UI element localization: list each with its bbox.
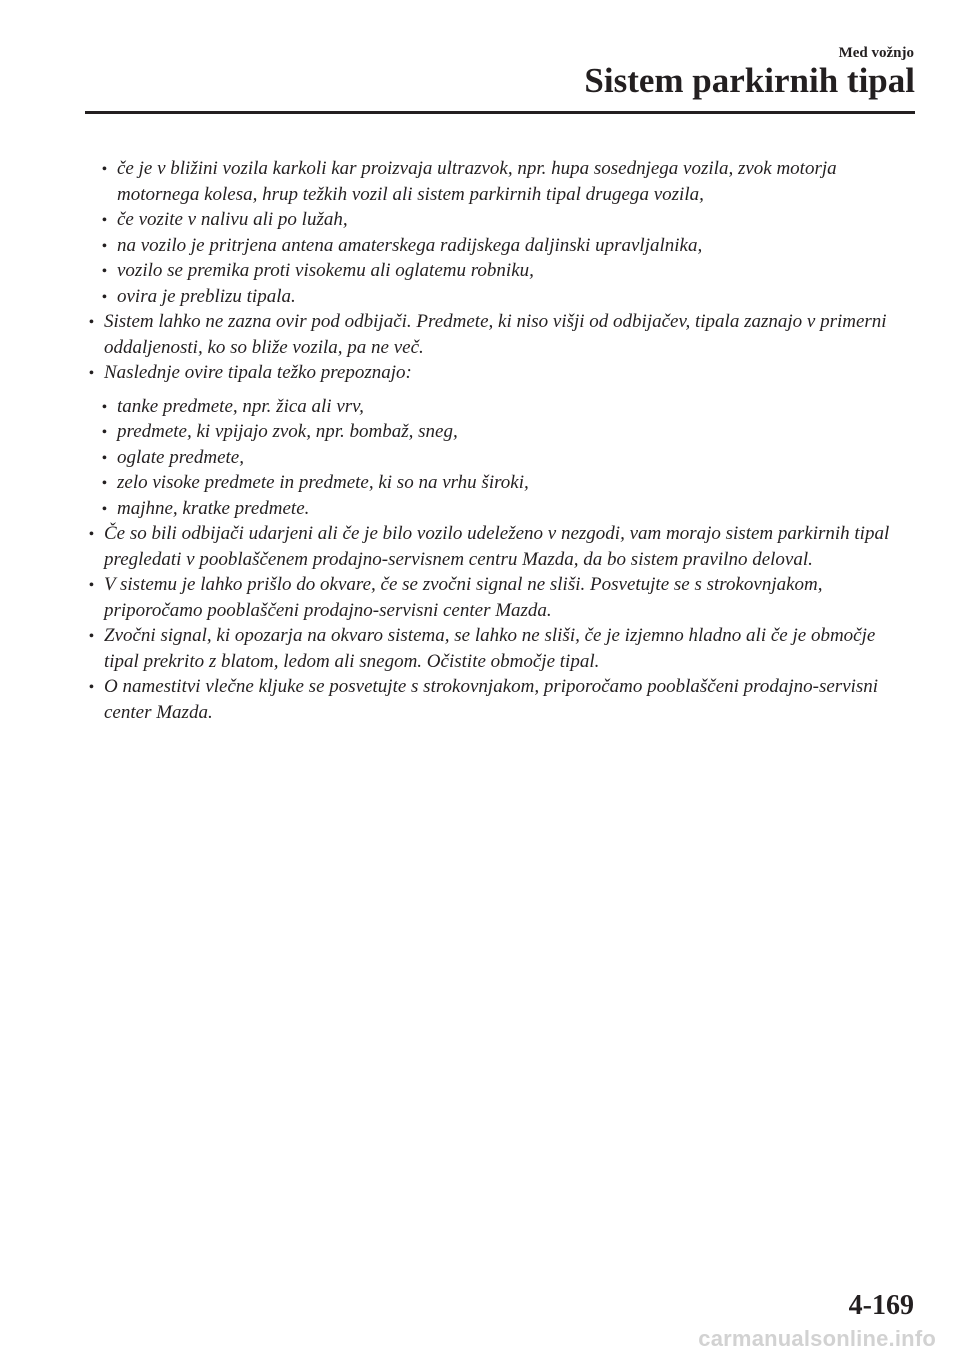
- bullet-icon: •: [102, 399, 107, 415]
- list-item: [0, 284, 907, 310]
- list-item: [0, 419, 907, 445]
- bullet-icon: •: [89, 680, 94, 695]
- bullet-icon: •: [89, 366, 94, 381]
- list-item: [0, 233, 907, 259]
- bullet-icon: •: [102, 450, 107, 466]
- list-item-text: Zvočni signal, ki opozarja na okvaro sistema, se lahko ne sliši, če je izjemno hladno ali če je območje tipal prekrito z blatom, ledom ali snegom. Očistite območje tipal.: [104, 625, 876, 672]
- bullet-icon: •: [102, 162, 107, 177]
- list-item: [0, 156, 907, 207]
- bullet-icon: •: [102, 213, 107, 228]
- list-item: [0, 394, 907, 420]
- bullet-icon: •: [102, 264, 107, 279]
- bullet-icon: •: [89, 578, 94, 593]
- bullet-list: [0, 156, 960, 725]
- list-item-text: če vozite v nalivu ali po lužah,: [117, 209, 348, 230]
- header-divider: [85, 111, 915, 114]
- bullet-icon: •: [102, 425, 107, 440]
- list-item: [0, 309, 914, 360]
- bullet-icon: •: [89, 315, 94, 330]
- page-number: 4-169: [848, 1290, 914, 1321]
- list-item: [0, 360, 914, 386]
- list-item-text: predmete, ki vpijajo zvok, npr. bombaž, sneg,: [117, 421, 458, 442]
- list-item-text: oglate predmete,: [117, 446, 244, 468]
- list-item: [0, 207, 907, 233]
- list-item-text: Če so bili odbijači udarjeni ali če je bilo vozilo udeleženo v nezgodi, vam morajo sistem parkirnih tipal pregledati v pooblaščenem prodajno-servisnem centru Mazda, da bo sistem pravilno deloval.: [104, 523, 890, 570]
- list-item-text: ovira je preblizu tipala.: [117, 285, 296, 307]
- list-item: [0, 496, 907, 522]
- list-item: [0, 470, 907, 496]
- list-item-text: na vozilo je pritrjena antena amaterskega radijskega daljinski upravljalnika,: [117, 234, 703, 256]
- bullet-icon: •: [89, 527, 94, 542]
- bullet-icon: •: [102, 238, 107, 254]
- list-item: [0, 572, 914, 623]
- bullet-icon: •: [89, 629, 94, 644]
- bullet-icon: •: [102, 501, 107, 517]
- list-item-text: če je v bližini vozila karkoli kar proizvaja ultrazvok, npr. hupa sosednjega vozila, zvok motorja motornega kolesa, hrup težkih vozil ali sistem parkirnih tipal drugega vozila,: [117, 158, 837, 205]
- list-item-text: zelo visoke predmete in predmete, ki so na vrhu široki,: [117, 472, 529, 493]
- list-item: [0, 674, 914, 725]
- list-item-text: Sistem lahko ne zazna ovir pod odbijači. Predmete, ki niso višji od odbijačev, tipala zaznajo v primerni oddaljenosti, ko so bliže vozila, pa ne več.: [104, 311, 887, 358]
- list-item-text: tanke predmete, npr. žica ali vrv,: [117, 395, 364, 417]
- page-title: Sistem parkirnih tipal: [584, 61, 915, 100]
- list-item: [0, 445, 907, 471]
- list-item-text: O namestitvi vlečne kljuke se posvetujte s strokovnjakom, priporočamo pooblaščeni prodajno-servisni center Mazda.: [104, 676, 879, 723]
- bullet-icon: •: [102, 476, 107, 491]
- list-item: [0, 258, 907, 284]
- list-item-text: V sistemu je lahko prišlo do okvare, če se zvočni signal ne sliši. Posvetujte se s strokovnjakom, priporočamo pooblaščeni prodajno-servisni center Mazda.: [104, 574, 823, 621]
- list-item: [0, 623, 914, 674]
- watermark: carmanualsonline.info: [698, 1326, 936, 1351]
- section-name: Med vožnjo: [838, 45, 914, 61]
- list-item-text: Naslednje ovire tipala težko prepoznajo:: [104, 362, 412, 383]
- bullet-icon: •: [102, 289, 107, 305]
- list-item-text: vozilo se premika proti visokemu ali oglatemu robniku,: [117, 260, 534, 281]
- list-item-text: majhne, kratke predmete.: [117, 497, 310, 519]
- list-item: [0, 521, 914, 572]
